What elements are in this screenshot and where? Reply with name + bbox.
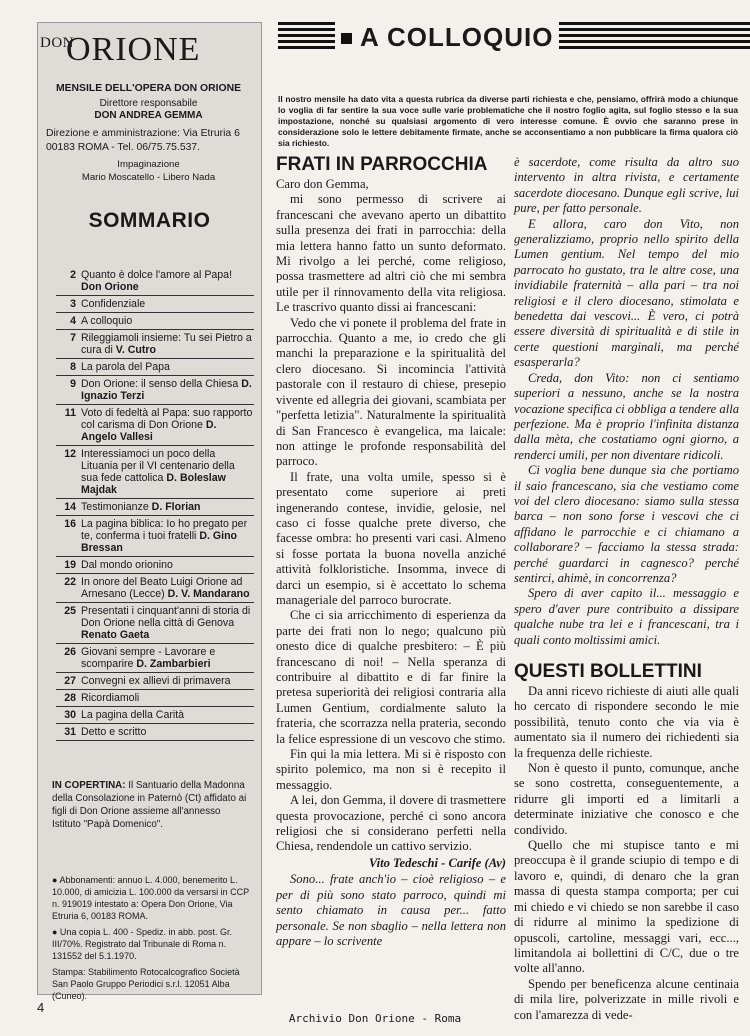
toc-entry-title: Testimonianze: [81, 501, 149, 513]
toc-entry-author: D. Zambarbieri: [136, 658, 211, 670]
letter-paragraph: Spendo per beneficenza alcune centinaia di mila lire, polverizzate in mille rivoli e con l'amarezza di vede-: [514, 976, 739, 1022]
toc-entry-title: Convegni ex allievi di primavera: [81, 675, 231, 687]
letter-paragraph: A lei, don Gemma, il dovere di trasmettere questa provocazione, perché ci sono ancora religiosi che si considerano perfetti nella Chiesa, rendendole un cattivo servizio.: [276, 793, 506, 854]
toc-page-number: 9: [70, 378, 76, 390]
toc-row: [56, 603, 254, 644]
toc-row: [56, 673, 254, 690]
toc-page-number: 3: [70, 298, 76, 310]
toc-page-number: 31: [64, 726, 76, 738]
toc-page-number: 4: [70, 315, 76, 327]
toc-entry: [81, 576, 254, 600]
toc-page-number: 11: [64, 407, 76, 419]
director-label: Direttore responsabile: [99, 98, 198, 109]
brand-prefix: DON: [40, 35, 74, 51]
toc-row: [56, 359, 254, 376]
section-intro: Il nostro mensile ha dato vita a questa rubrica da diverse parti richiesta e che, pensiamo, offrirà modo a chiunque lo voglia di far sentire la sua voce sulle varie problematiche che il nostro foglio agita, sul foglio stesso e la sua impostazione, nonché su qualsiasi argomento di vero interesse comune. È ovvio che saranno prese in considerazione solo le lettere debitamente firmate, anche se acconsentiamo a non pubblicare la firma qualora ciò sia richiesto.: [278, 94, 738, 148]
brand-name: ORIONE: [66, 31, 201, 68]
article-column-2: [514, 155, 739, 1023]
toc-entry: [81, 407, 254, 443]
toc-entry-author: Don Orione: [81, 281, 139, 293]
toc-row: [56, 267, 254, 296]
note-copy: ● Una copia L. 400 - Spediz. in abb. post. Gr. III/70%. Registrato dal Tribunale di Roma n. 131552 del 5.1.1970.: [52, 927, 233, 961]
toc-entry-title: La pagina della Carità: [81, 709, 185, 721]
toc-entry-title: Voto di fedeltà al Papa: suo rapporto col carisma di Don Orione: [81, 407, 253, 431]
toc-entry-author: V. Cutro: [115, 344, 156, 356]
toc-row: [56, 644, 254, 673]
toc-entry: [81, 269, 254, 293]
article-title-bollettini: QUESTI BOLLETTINI: [514, 661, 702, 682]
toc-page-number: 14: [64, 501, 76, 513]
layout-names: Mario Moscatello - Libero Nada: [81, 172, 216, 183]
toc-entry-title: La pagina biblica: Io ho pregato per te, conferma i tuoi fratelli: [81, 518, 248, 542]
toc-entry-author: D. V. Mandarano: [167, 588, 250, 600]
toc-page-number: 7: [70, 332, 76, 344]
toc-entry-title: A colloquio: [81, 315, 133, 327]
letter-paragraph: Che ci sia arricchimento di esperienza da parte dei frati non lo nego; qualcuno più onesto dice di qualche presbitero: – È più francescano di noi! – Nella speranza di contribuire al dibattito e di far finire la pretesa superiorità dei religiosi contraria alla Lumen Gentium, cordialmente saluto la frateria, che scorrazza nella prateria, secondo la felice espressione di un vescovo che stimo.: [276, 608, 506, 746]
toc-page-number: 30: [64, 709, 76, 721]
toc-entry-title: La parola del Papa: [81, 361, 170, 373]
toc-entry: [81, 692, 254, 704]
toc-page-number: 19: [64, 559, 76, 571]
toc-entry: [81, 315, 254, 327]
note-subscriptions: ● Abbonamenti: annuo L. 4.000, benemerito L. 10.000, di amicizia L. 100.000 da versarsi in CCP n. 919019 intestato a: Opera Don Orione, Via Etruria 6, 00183 ROMA.: [52, 875, 249, 921]
toc-entry: [81, 518, 254, 554]
letter-paragraph: Vedo che vi ponete il problema del frate in parrocchia. Quanto a me, io credo che gli manchi la preparazione e la spiritualità del clero diocesano. Si incomincia l'attività pastorale con il restauro di chiese, presepio vivente ed allegria dei giovani, scambiata per "perfetta letizia". Naturalmente la spiritualità di San Francesco è evangelica, ma laicale: non attinge le profonde responsabilità del parroco.: [276, 315, 506, 469]
cover-label: IN COPERTINA:: [52, 780, 126, 791]
toc-row: [56, 707, 254, 724]
toc-entry-title: Rileggiamoli insieme: Tu sei Pietro a cura di: [81, 332, 252, 356]
toc-entry: [81, 332, 254, 356]
toc-page-number: 12: [64, 448, 76, 460]
reply-paragraph: Spero di aver capito il... messaggio e spero d'aver pure contribuito a dissipare qualche nube tra lei e i francescani, tra i quali conto moltissimi amici.: [514, 586, 739, 647]
toc-entry-author: D. Gino Bressan: [81, 530, 238, 554]
toc-row: [56, 330, 254, 359]
toc-row: [56, 499, 254, 516]
sidebar-box: [37, 22, 262, 1001]
letter-paragraph: Non è questo il punto, comunque, anche se sono costretta, conseguentemente, a ridurre gli importi ed a limitarli a determinate iniziative che conosco e che condivido.: [514, 761, 739, 837]
reply-paragraph: Sono... frate anch'io – cioè religioso – e per di più sono stato parroco, quindi mi sento chiamato in causa per... fatto personale. Se non sbaglio – nella lettera non appare – lo scrivente: [276, 872, 506, 948]
letter-paragraph: Da anni ricevo richieste di aiuti alle quali ho cercato di rispondere secondo le mie possibilità, tenuto conto che via via è aumentato sia il numero dei richiedenti sia la frequenza delle richieste.: [514, 684, 739, 760]
section-title: A COLLOQUIO: [335, 22, 559, 53]
reply-paragraph: Ci voglia bene dunque sia che portiamo il saio francescano, sia che vestiamo come voi del clero diocesano: siamo sulla stessa barca – non sono forse i vescovi che ci affidano le parrocchie e ci chiamano a collaborare? – facciamo la stessa strada: perché guardarci in cagnesco? perché sentirci, ahimè, in concorrenza?: [514, 463, 739, 585]
toc-entry-title: In onore del Beato Luigi Orione ad Arnesano (Lecce): [81, 576, 243, 600]
toc-row: [56, 724, 254, 741]
toc-entry: [81, 675, 254, 687]
toc-entry-author: Renato Gaeta: [81, 629, 150, 641]
toc-page-number: 27: [64, 675, 76, 687]
toc-entry-title: Don Orione: il senso della Chiesa: [81, 378, 239, 390]
table-of-contents: [56, 267, 254, 741]
masthead-address: Direzione e amministrazione: Via Etruria 6 00183 ROMA - Tel. 06/75.75.537.: [46, 128, 240, 153]
toc-row: [56, 690, 254, 707]
toc-row: [56, 405, 254, 446]
toc-row: [56, 574, 254, 603]
toc-row: [56, 296, 254, 313]
toc-entry-title: Dal mondo orionino: [81, 559, 173, 571]
masthead-subtitle: MENSILE DELL'OPERA DON ORIONE: [55, 83, 242, 94]
toc-row: [56, 557, 254, 574]
archive-footer: Archivio Don Orione - Roma: [288, 1012, 462, 1025]
toc-entry: [81, 501, 254, 513]
cover-note: [52, 779, 252, 831]
toc-entry-title: Interessiamoci un poco della Lituania per il VI centenario della sua fede cattolica: [81, 448, 235, 484]
square-bullet-icon: [341, 33, 352, 44]
publication-notes: [52, 874, 252, 1006]
toc-entry: [81, 361, 254, 373]
letter-paragraph: Quello che mi stupisce tanto e mi preoccupa è il grande sciupio di tempo e di lavoro e, quindi, di denaro che la gran massa di questa stampa comporta; per cui mi chiedo e vi chiedo se non sarebbe il caso di ridurre al minimo la spedizione di opuscoli, cartoline, messaggi vari, ecc..., limitandola ai bollettini di C/C, due o tre volte all'anno.: [514, 838, 739, 976]
toc-entry: [81, 605, 254, 641]
director-name: DON ANDREA GEMMA: [94, 110, 203, 121]
toc-entry-title: Detto e scritto: [81, 726, 147, 738]
toc-page-number: 28: [64, 692, 76, 704]
salutation: Caro don Gemma,: [276, 177, 369, 191]
sommario-title: SOMMARIO: [88, 209, 211, 232]
toc-entry: [81, 448, 254, 496]
toc-row: [56, 516, 254, 557]
reply-paragraph: è sacerdote, come risulta da altro suo intervento in altra rivista, e certamente sacerdote diocesano. Dunque egli scrive, lui pure, per fatto personale.: [514, 155, 739, 216]
reply-paragraph: E allora, caro don Vito, non generalizziamo, proprio nello spirito della Lumen gentium. Nel tempo del mio parrocato ho gustato, tra le altre cose, una invidiabile fraternità – alla pari – tra noi religiosi e il clero diocesano, stimolata e benedetta dai vescovi... È vero, ci potrà essere diversità di spiritualità e di stile in certe questioni marginali, ma perché esasperarla?: [514, 216, 739, 370]
page-number: 4: [37, 1000, 45, 1015]
letter-paragraph: Fin qui la mia lettera. Mi si è risposto con spirito polemico, ma non si è recepito il messaggio.: [276, 747, 506, 792]
letter-paragraph: mi sono permesso di scrivere ai francescani che avevano aperto un dibattito sulla presenza dei frati in parrocchia: della mia lettera hanno fatto un sunto deformato. Mi rivolgo a lei perché, come religioso, possa trasmettere ad altri ciò che mi sembra utile per il rinnovamento della vita religiosa. Le trascrivo quanto dissi ai francescani:: [276, 192, 506, 315]
layout-label: Impaginazione: [117, 159, 180, 170]
toc-page-number: 8: [70, 361, 76, 373]
toc-page-number: 16: [64, 518, 76, 530]
toc-entry-title: Giovani sempre - Lavorare e scomparire: [81, 646, 216, 670]
toc-entry-title: Ricordiamoli: [81, 692, 140, 704]
toc-row: [56, 376, 254, 405]
reply-paragraph: Creda, don Vito: non ci sentiamo superiori a nessuno, anche se la nostra vocazione specifica ci obbliga a tendere alla perfezione. Ma è proprio l'infinita distanza dalla mèta, che costatiamo ogni giorno, a renderci umili, per non diventare ridicoli.: [514, 370, 739, 462]
toc-entry: [81, 559, 254, 571]
toc-page-number: 22: [64, 576, 76, 588]
toc-entry: [81, 726, 254, 738]
note-printing: Stampa: Stabilimento Rotocalcografico Società San Paolo Gruppo Periodici s.r.l. 12051 Alba (Cuneo).: [52, 967, 240, 1001]
toc-entry-author: D. Angelo Vallesi: [81, 419, 217, 443]
toc-entry-title: Quanto è dolce l'amore al Papa!: [81, 269, 233, 281]
toc-row: [56, 313, 254, 330]
toc-entry-title: Confidenziale: [81, 298, 146, 310]
toc-entry-author: D. Boleslaw Majdak: [81, 472, 226, 496]
toc-entry: [81, 709, 254, 721]
toc-entry-author: D. Ignazio Terzi: [81, 378, 252, 402]
toc-entry-title: Presentati i cinquant'anni di storia di Don Orione nella città di Genova: [81, 605, 251, 629]
letter-signature: Vito Tedeschi - Carife (Av): [368, 855, 506, 870]
toc-page-number: 25: [64, 605, 76, 617]
toc-entry: [81, 378, 254, 402]
article-column-1: [276, 155, 506, 949]
toc-page-number: 2: [70, 269, 76, 281]
toc-entry: [81, 298, 254, 310]
toc-entry: [81, 646, 254, 670]
toc-page-number: 26: [64, 646, 76, 658]
cover-text: Il Santuario della Madonna della Consolazione in Paternò (Ct) affidato ai figli di Don Orione assieme all'annesso Istituto "Papà Domenico".: [52, 780, 247, 830]
toc-entry-author: D. Florian: [151, 501, 201, 513]
letter-paragraph: Il frate, una volta umile, spesso si è presentato come superiore ai preti ingenerando contese, invidie, gelosie, nel caso ci fosse qualche prete diverso, che facesse ombra: ho presenti vari casi. Almeno si fosse portata la buona novella anziché attività folkloristiche. Insomma, invece di darci un esempio, si è accettato lo schema manageriale del parroco burocrate.: [276, 469, 506, 607]
article-title-frati: FRATI IN PARROCCHIA: [276, 154, 488, 175]
toc-row: [56, 446, 254, 499]
